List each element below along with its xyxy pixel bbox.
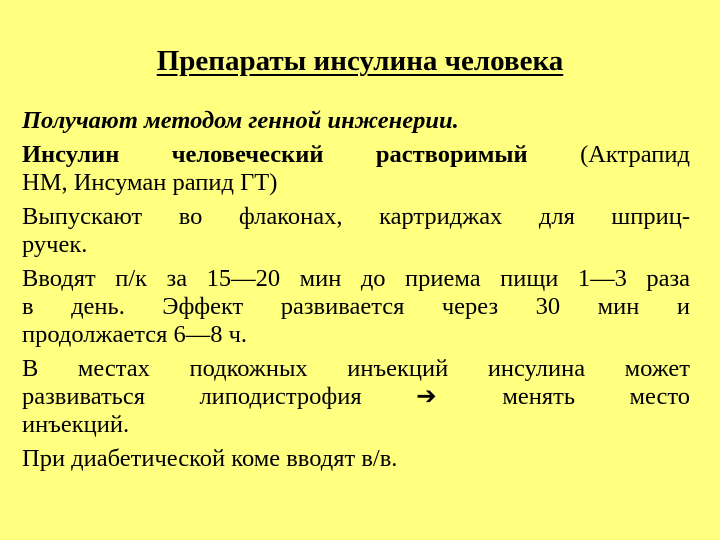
administration-line-3: продолжается 6—8 ч. bbox=[22, 321, 248, 348]
right-arrow-icon: ➔ bbox=[416, 383, 437, 410]
lipodystrophy-line-1: В местах подкожных инъекций инсулина может bbox=[22, 355, 690, 382]
slide-body bbox=[22, 107, 690, 479]
lipodystrophy-line-2 bbox=[22, 383, 690, 411]
lipodystrophy-text: развиваться липодистрофия bbox=[22, 383, 362, 410]
change-site-text: менять место bbox=[502, 383, 690, 410]
slide-title bbox=[0, 44, 720, 78]
insulin-name-bold: Инсулин человеческий растворимый bbox=[22, 141, 528, 168]
paragraph-method bbox=[22, 107, 690, 135]
packaging-line-1: Выпускают во флаконах, картриджах для шприц- bbox=[22, 203, 690, 230]
administration-line-2: в день. Эффект развивается через 30 мин и bbox=[22, 293, 690, 320]
packaging-line-2: ручек. bbox=[22, 231, 88, 258]
paragraph-administration bbox=[22, 265, 690, 349]
method-text: Получают методом генной инженерии. bbox=[22, 107, 459, 134]
diabetic-coma-text: При диабетической коме вводят в/в. bbox=[22, 445, 398, 472]
paragraph-diabetic-coma bbox=[22, 445, 690, 473]
paragraph-packaging bbox=[22, 203, 690, 259]
insulin-brands-end: НМ, Инсуман рапид ГТ) bbox=[22, 169, 278, 196]
insulin-brands-start: (Актрапид bbox=[580, 141, 690, 168]
slide-title-text: Препараты инсулина человека bbox=[156, 45, 564, 77]
insulin-name-line-1 bbox=[22, 141, 690, 169]
paragraph-lipodystrophy bbox=[22, 355, 690, 439]
paragraph-insulin-name bbox=[22, 141, 690, 197]
administration-line-1: Вводят п/к за 15—20 мин до приема пищи 1—3 раза bbox=[22, 265, 690, 292]
lipodystrophy-line-3: инъекций. bbox=[22, 411, 130, 438]
